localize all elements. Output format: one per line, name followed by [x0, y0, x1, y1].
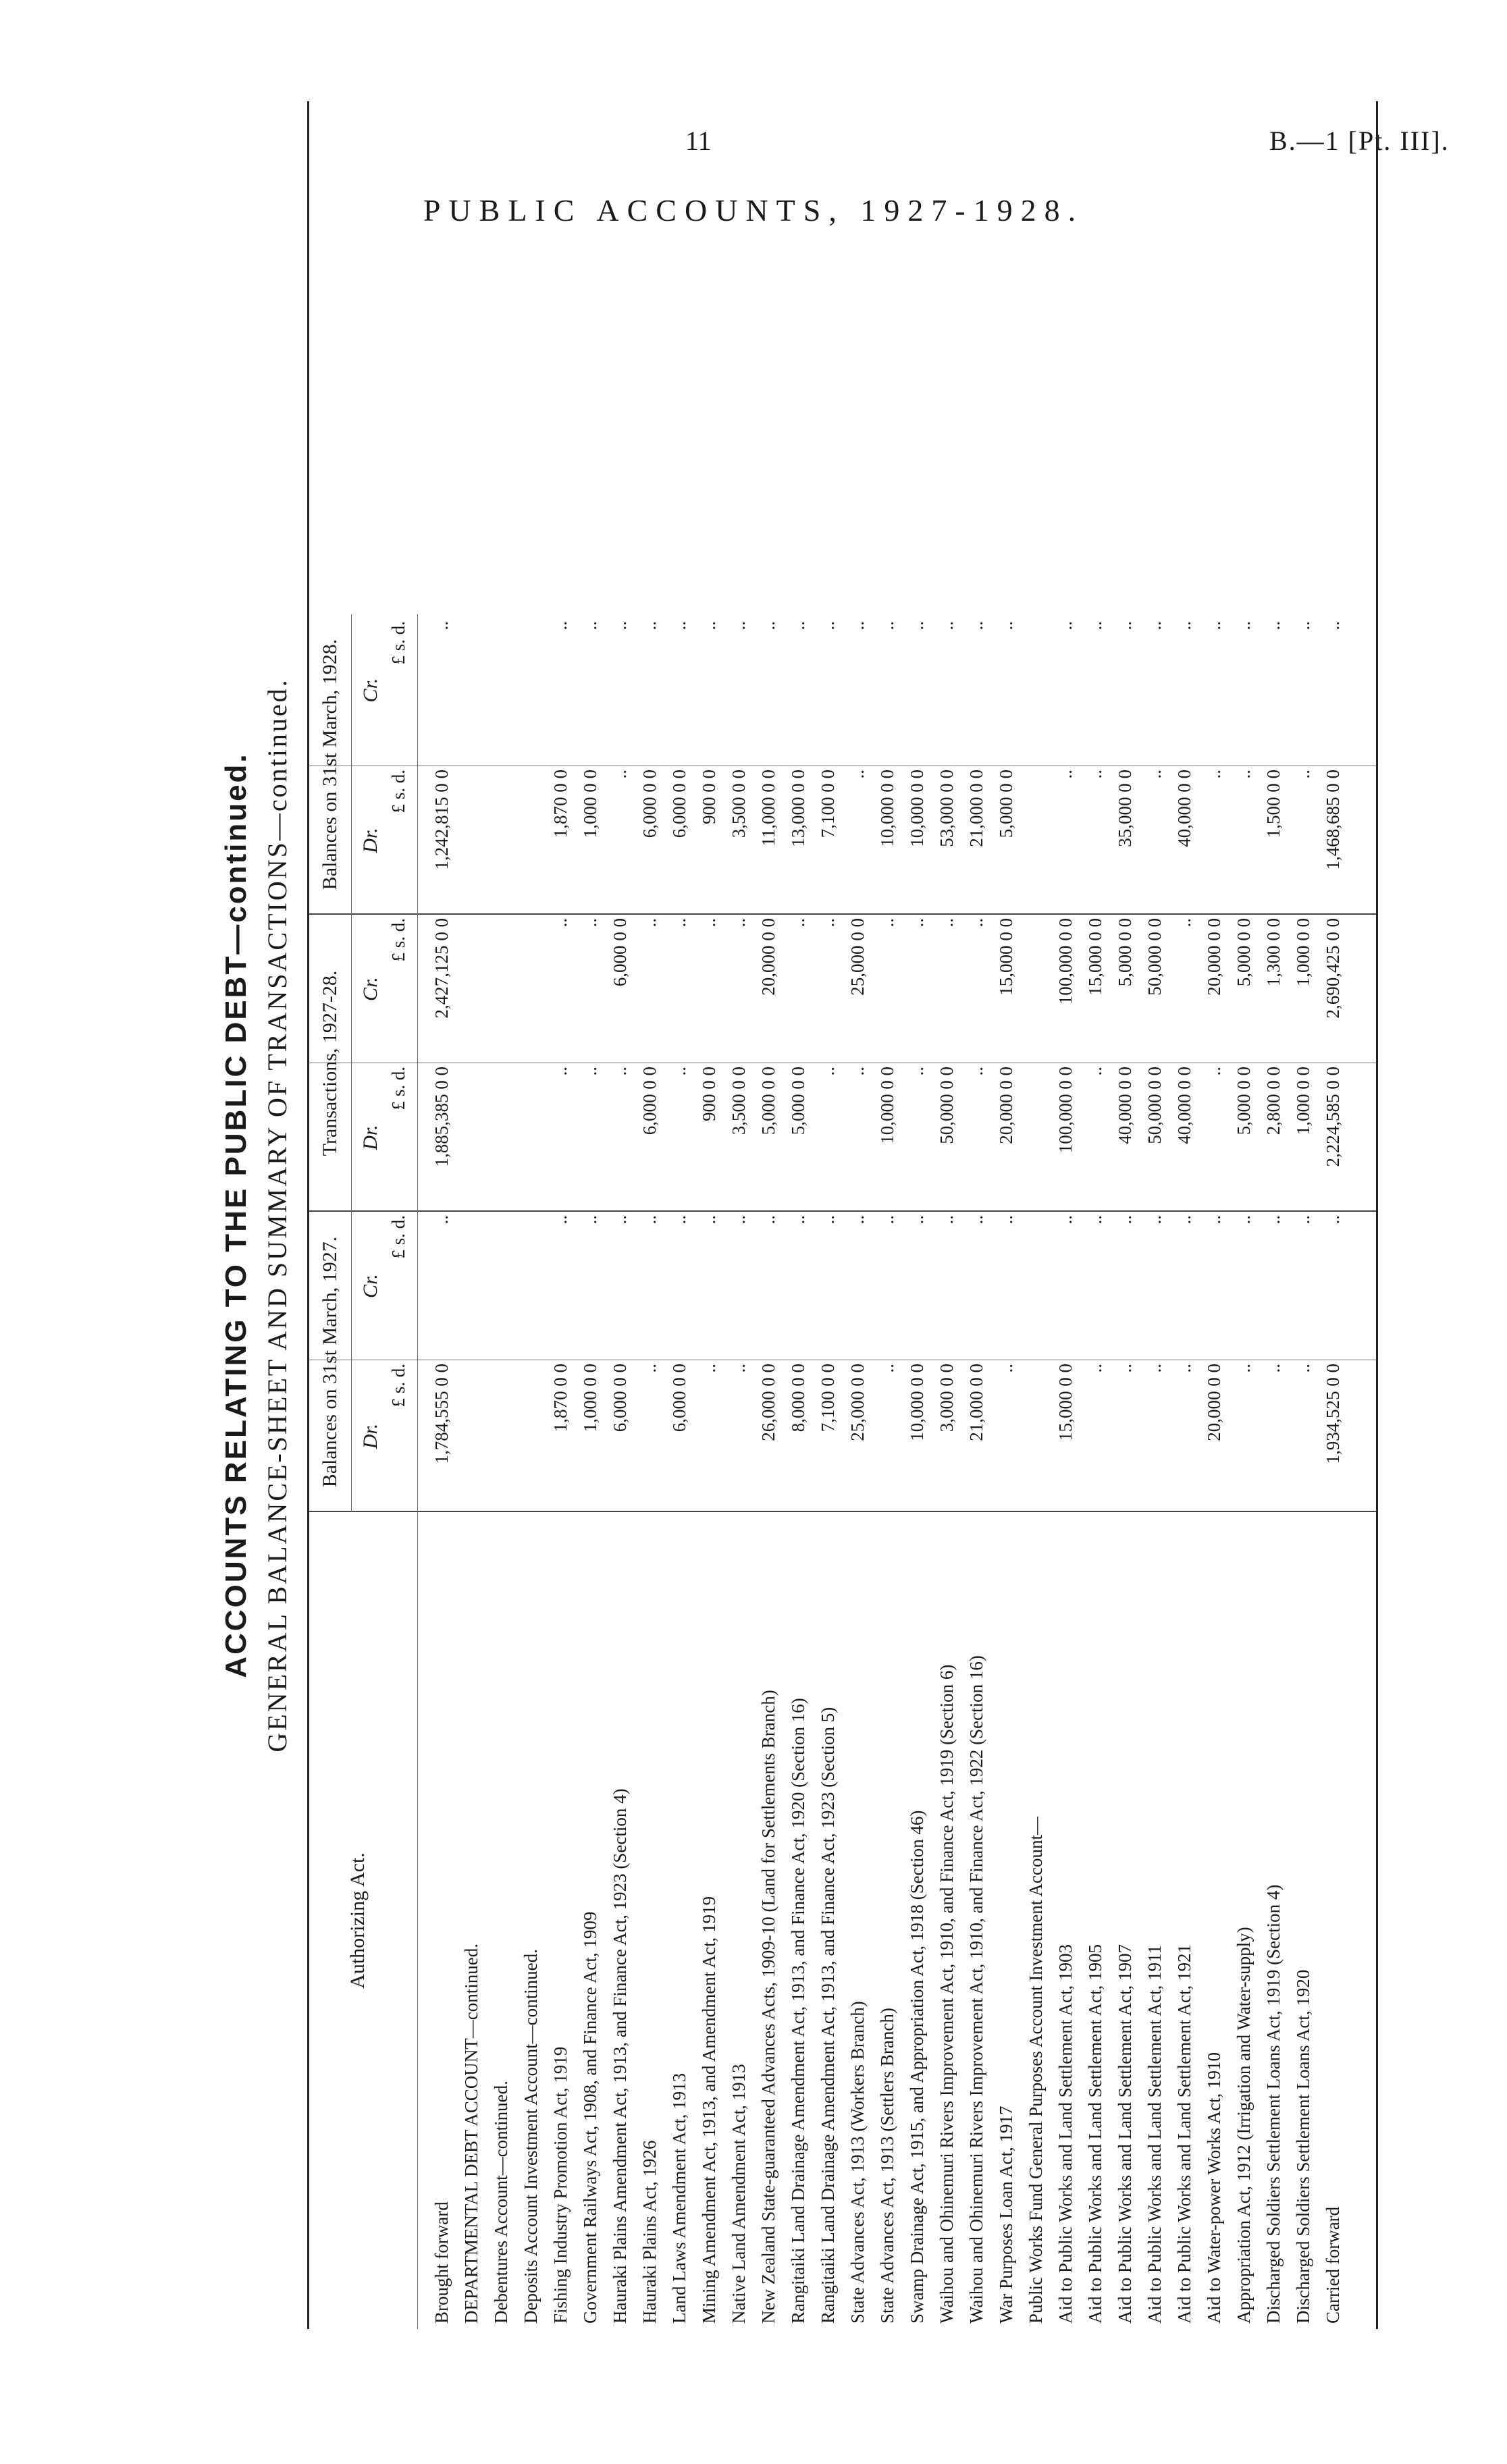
- table-row-label: Discharged Soldiers Settlement Loans Act, 1920: [1293, 1969, 1313, 2324]
- table-cell-cr1: ..: [1263, 1215, 1284, 1225]
- table-cell-cr2: 20,000 0 0: [758, 918, 778, 996]
- table-cell-dr1: 1,000 0 0: [580, 1364, 600, 1432]
- table-cell-cr1: ..: [877, 1215, 897, 1225]
- table-cell-dr1: 1,870 0 0: [550, 1364, 571, 1432]
- table-cell-cr1: ..: [818, 1215, 838, 1225]
- table-cell-cr1: ..: [550, 1215, 571, 1225]
- table-row-label: Aid to Public Works and Land Settlement Act, 1921: [1174, 1944, 1194, 2324]
- table-cell-dr2: 5,000 0 0: [788, 1067, 808, 1135]
- table-row-label: DEPARTMENTAL DEBT ACCOUNT—continued.: [461, 1944, 481, 2324]
- table-cell-cr1: ..: [580, 1215, 600, 1225]
- table-cell-cr3: ..: [877, 621, 897, 631]
- table-cell-cr3: ..: [996, 621, 1016, 631]
- table-cell-dr2: ..: [907, 1067, 927, 1076]
- table-cell-cr1: ..: [996, 1215, 1016, 1225]
- table-cell-cr2: 6,000 0 0: [610, 918, 630, 987]
- table-cell-cr3: ..: [610, 621, 630, 631]
- table-cell-cr3: ..: [1174, 621, 1194, 631]
- table-cell-dr3: 6,000 0 0: [669, 770, 689, 838]
- table-cell-dr3: 5,000 0 0: [996, 770, 1016, 838]
- table-row-label: State Advances Act, 1913 (Settlers Branch): [877, 2008, 897, 2324]
- units-dr-transactions: £ s. d.: [388, 1067, 408, 1110]
- table-cell-dr3: 40,000 0 0: [1174, 770, 1194, 847]
- table-cell-cr1: ..: [788, 1215, 808, 1225]
- table-cell-cr2: ..: [729, 918, 749, 928]
- table-cell-cr2: ..: [669, 918, 689, 928]
- table-cell-cr2: 20,000 0 0: [1204, 918, 1224, 996]
- table-cell-dr1: 6,000 0 0: [669, 1364, 689, 1432]
- document-reference: B.—1 [Pt. III].: [1269, 126, 1450, 156]
- table-cell-cr3: ..: [1323, 621, 1343, 631]
- table-cell-cr1: ..: [1174, 1215, 1194, 1225]
- table-cell-dr1: ..: [699, 1364, 719, 1373]
- page-number: 11: [685, 126, 712, 156]
- table-cell-cr1: ..: [1323, 1215, 1343, 1225]
- table-cell-dr2: ..: [610, 1067, 630, 1076]
- table-row-label: Aid to Public Works and Land Settlement Act, 1903: [1055, 1944, 1076, 2324]
- table-cell-dr1: 15,000 0 0: [1055, 1364, 1076, 1441]
- table-cell-cr3: ..: [966, 621, 986, 631]
- table-cell-cr1: ..: [431, 1215, 452, 1225]
- table-cell-cr1: ..: [907, 1215, 927, 1225]
- table-row-label: Fishing Industry Promotion Act, 1919: [550, 2046, 571, 2324]
- table-row-label: Public Works Fund General Purposes Account Investment Account—: [1026, 1817, 1046, 2324]
- table-cell-dr1: ..: [639, 1364, 660, 1373]
- table-cell-dr1: 26,000 0 0: [758, 1364, 778, 1441]
- table-row-label: Carried forward: [1323, 2206, 1343, 2324]
- table-cell-cr3: ..: [1263, 621, 1284, 631]
- table-cell-dr1: 8,000 0 0: [788, 1364, 808, 1432]
- table-cell-cr3: ..: [1115, 621, 1135, 631]
- table-cell-cr2: 50,000 0 0: [1144, 918, 1165, 996]
- table-cell-cr3: ..: [699, 621, 719, 631]
- table-cell-cr1: ..: [669, 1215, 689, 1225]
- table-cell-dr2: ..: [1085, 1067, 1105, 1076]
- table-cell-dr3: ..: [1234, 770, 1254, 779]
- table-cell-dr2: ..: [1204, 1067, 1224, 1076]
- units-dr-1928: £ s. d.: [388, 770, 408, 813]
- table-cell-cr1: ..: [1055, 1215, 1076, 1225]
- table-cell-dr3: 1,242,815 0 0: [431, 770, 452, 870]
- table-cell-dr1: ..: [1174, 1364, 1194, 1373]
- table-cell-dr2: 50,000 0 0: [936, 1067, 957, 1144]
- table-cell-dr1: ..: [877, 1364, 897, 1373]
- table-row-label: War Purposes Loan Act, 1917: [996, 2106, 1016, 2324]
- table-cell-dr3: 1,500 0 0: [1263, 770, 1284, 838]
- table-cell-dr1: ..: [1085, 1364, 1105, 1373]
- table-cell-dr3: 10,000 0 0: [877, 770, 897, 847]
- table-row-label: Brought forward: [431, 2201, 452, 2324]
- publication-title: PUBLIC ACCOUNTS, 1927-1928.: [423, 193, 1084, 227]
- table-cell-dr3: ..: [1085, 770, 1105, 779]
- table-cell-cr2: 15,000 0 0: [1085, 918, 1105, 996]
- table-subtitle: GENERAL BALANCE-SHEET AND SUMMARY OF TRANSACTIONS—continued.: [262, 678, 292, 1752]
- header-authorizing-act: Authorizing Act.: [346, 1852, 369, 1989]
- table-cell-dr3: 6,000 0 0: [639, 770, 660, 838]
- table-cell-dr1: 1,784,555 0 0: [431, 1364, 452, 1464]
- table-cell-dr1: ..: [1144, 1364, 1165, 1373]
- table-cell-cr2: 1,000 0 0: [1293, 918, 1313, 987]
- table-cell-cr2: ..: [639, 918, 660, 928]
- header-cr-1928: Cr.: [359, 678, 381, 703]
- table-row-label: Appropriation Act, 1912 (Irrigation and Water-supply): [1234, 1927, 1254, 2324]
- table-cell-cr3: ..: [639, 621, 660, 631]
- table-cell-dr1: 10,000 0 0: [907, 1364, 927, 1441]
- table-cell-dr3: 13,000 0 0: [788, 770, 808, 847]
- table-cell-cr2: ..: [818, 918, 838, 928]
- header-dr-transactions: Dr.: [359, 1125, 381, 1150]
- table-row-label: State Advances Act, 1913 (Workers Branch): [847, 2001, 868, 2324]
- table-row-label: Hauraki Plains Amendment Act, 1913, and Finance Act, 1923 (Section 4): [610, 1788, 630, 2324]
- table-cell-cr1: ..: [1085, 1215, 1105, 1225]
- table-cell-cr1: ..: [847, 1215, 868, 1225]
- table-cell-dr3: 21,000 0 0: [966, 770, 986, 847]
- table-row-label: Government Railways Act, 1908, and Finance Act, 1909: [580, 1911, 600, 2324]
- table-cell-dr2: 5,000 0 0: [1234, 1067, 1254, 1135]
- table-row-label: Waihou and Ohinemuri Rivers Improvement Act, 1910, and Finance Act, 1922 (Section 16): [966, 1655, 986, 2324]
- table-cell-cr3: ..: [1085, 621, 1105, 631]
- table-cell-dr2: 20,000 0 0: [996, 1067, 1016, 1144]
- table-cell-cr1: ..: [1234, 1215, 1254, 1225]
- table-cell-dr1: 25,000 0 0: [847, 1364, 868, 1441]
- table-cell-cr2: ..: [966, 918, 986, 928]
- table-cell-cr3: ..: [580, 621, 600, 631]
- table-cell-dr3: 11,000 0 0: [758, 770, 778, 847]
- table-cell-cr2: ..: [936, 918, 957, 928]
- table-cell-cr3: ..: [431, 621, 452, 631]
- table-cell-cr1: ..: [936, 1215, 957, 1225]
- table-cell-cr1: ..: [1204, 1215, 1224, 1225]
- table-cell-dr3: ..: [610, 770, 630, 779]
- table-cell-cr3: ..: [788, 621, 808, 631]
- table-cell-cr1: ..: [610, 1215, 630, 1225]
- table-cell-dr3: 53,000 0 0: [936, 770, 957, 847]
- table-title: ACCOUNTS RELATING TO THE PUBLIC DEBT—continued.: [219, 752, 253, 1678]
- table-cell-cr1: ..: [1115, 1215, 1135, 1225]
- table-cell-cr2: 2,427,125 0 0: [431, 918, 452, 1019]
- table-cell-cr2: ..: [907, 918, 927, 928]
- table-cell-dr3: 1,000 0 0: [580, 770, 600, 838]
- table-cell-dr3: 1,468,685 0 0: [1323, 770, 1343, 870]
- table-cell-cr1: ..: [639, 1215, 660, 1225]
- table-cell-cr2: 100,000 0 0: [1055, 918, 1076, 1005]
- table-cell-cr1: ..: [1293, 1215, 1313, 1225]
- table-row-label: Aid to Public Works and Land Settlement Act, 1911: [1144, 1944, 1165, 2324]
- table-cell-dr2: 40,000 0 0: [1115, 1067, 1135, 1144]
- table-cell-dr2: 50,000 0 0: [1144, 1067, 1165, 1144]
- table-cell-dr1: ..: [1293, 1364, 1313, 1373]
- header-dr-1928: Dr.: [359, 828, 381, 853]
- table-cell-dr2: ..: [966, 1067, 986, 1076]
- table-cell-dr1: 20,000 0 0: [1204, 1364, 1224, 1441]
- table-row-label: Aid to Public Works and Land Settlement Act, 1907: [1115, 1944, 1135, 2324]
- table-cell-dr2: 2,224,585 0 0: [1323, 1067, 1343, 1167]
- table-cell-dr2: 900 0 0: [699, 1067, 719, 1121]
- table-cell-cr2: 25,000 0 0: [847, 918, 868, 996]
- table-cell-cr2: ..: [877, 918, 897, 928]
- table-cell-cr2: 1,300 0 0: [1263, 918, 1284, 987]
- table-cell-cr1: ..: [966, 1215, 986, 1225]
- table-cell-cr2: 5,000 0 0: [1115, 918, 1135, 987]
- table-cell-dr2: 10,000 0 0: [877, 1067, 897, 1144]
- header-dr-1927: Dr.: [359, 1423, 381, 1449]
- table-row-label: Swamp Drainage Act, 1915, and Appropriation Act, 1918 (Section 46): [907, 1810, 927, 2324]
- table-cell-dr3: ..: [1293, 770, 1313, 779]
- table-cell-dr2: 40,000 0 0: [1174, 1067, 1194, 1144]
- table-row-label: Discharged Soldiers Settlement Loans Act, 1919 (Section 4): [1263, 1884, 1284, 2324]
- table-row-label: Mining Amendment Act, 1913, and Amendment Act, 1919: [699, 1896, 719, 2324]
- table-cell-cr3: ..: [729, 621, 749, 631]
- header-cr-1927: Cr.: [359, 1274, 381, 1298]
- table-cell-dr3: 1,870 0 0: [550, 770, 571, 838]
- table-cell-dr1: ..: [1234, 1364, 1254, 1373]
- table-cell-cr1: ..: [758, 1215, 778, 1225]
- table-cell-dr1: 1,934,525 0 0: [1323, 1364, 1343, 1464]
- table-row-label: Aid to Water-power Works Act, 1910: [1204, 2052, 1224, 2324]
- units-cr-1927: £ s. d.: [388, 1215, 408, 1259]
- table-cell-dr1: 21,000 0 0: [966, 1364, 986, 1441]
- table-cell-dr2: 5,000 0 0: [758, 1067, 778, 1135]
- table-row-label: New Zealand State-guaranteed Advances Acts, 1909-10 (Land for Settlements Branch): [758, 1690, 778, 2324]
- table-cell-cr2: ..: [550, 918, 571, 928]
- header-balances-1928: Balances on 31st March, 1928.: [319, 639, 341, 890]
- table-cell-cr1: ..: [699, 1215, 719, 1225]
- balance-sheet-table: [307, 101, 1378, 2329]
- table-cell-dr2: 2,800 0 0: [1263, 1067, 1284, 1135]
- table-cell-dr3: ..: [1204, 770, 1224, 779]
- table-cell-dr2: 1,000 0 0: [1293, 1067, 1313, 1135]
- table-cell-dr1: 7,100 0 0: [818, 1364, 838, 1432]
- table-row-label: Waihou and Ohinemuri Rivers Improvement Act, 1910, and Finance Act, 1919 (Section 6): [936, 1664, 957, 2324]
- table-cell-dr3: 900 0 0: [699, 770, 719, 824]
- units-cr-1928: £ s. d.: [388, 621, 408, 665]
- table-cell-dr2: ..: [847, 1067, 868, 1076]
- table-cell-cr3: ..: [550, 621, 571, 631]
- table-row-label: Native Land Amendment Act, 1913: [729, 2064, 749, 2324]
- units-cr-transactions: £ s. d.: [388, 918, 408, 962]
- table-row-label: Aid to Public Works and Land Settlement Act, 1905: [1085, 1944, 1105, 2324]
- table-cell-cr3: ..: [1204, 621, 1224, 631]
- table-row-label: Hauraki Plains Act, 1926: [639, 2140, 660, 2324]
- table-cell-dr1: 3,000 0 0: [936, 1364, 957, 1432]
- table-cell-dr3: 3,500 0 0: [729, 770, 749, 838]
- table-cell-dr2: ..: [669, 1067, 689, 1076]
- table-cell-cr1: ..: [1144, 1215, 1165, 1225]
- rotated-table-region: [219, 101, 1367, 2329]
- header-balances-1927: Balances on 31st March, 1927.: [319, 1236, 341, 1488]
- table-cell-dr1: ..: [996, 1364, 1016, 1373]
- table-cell-dr3: 35,000 0 0: [1115, 770, 1135, 847]
- table-cell-cr2: ..: [699, 918, 719, 928]
- table-cell-cr2: ..: [580, 918, 600, 928]
- table-row-label: Deposits Account Investment Account—continued.: [521, 1949, 541, 2324]
- table-cell-cr2: ..: [788, 918, 808, 928]
- table-cell-dr2: 100,000 0 0: [1055, 1067, 1076, 1154]
- table-cell-dr2: 6,000 0 0: [639, 1067, 660, 1135]
- table-cell-dr2: ..: [550, 1067, 571, 1076]
- table-cell-cr3: ..: [818, 621, 838, 631]
- header-cr-transactions: Cr.: [359, 977, 381, 1001]
- table-cell-cr3: ..: [1234, 621, 1254, 631]
- units-dr-1927: £ s. d.: [388, 1364, 408, 1408]
- table-cell-cr3: ..: [907, 621, 927, 631]
- table-cell-cr3: ..: [669, 621, 689, 631]
- table-cell-cr3: ..: [936, 621, 957, 631]
- table-cell-cr3: ..: [1293, 621, 1313, 631]
- table-cell-dr3: ..: [1055, 770, 1076, 779]
- table-cell-cr3: ..: [1144, 621, 1165, 631]
- table-cell-dr2: ..: [580, 1067, 600, 1076]
- table-cell-dr1: ..: [1115, 1364, 1135, 1373]
- table-cell-cr1: ..: [729, 1215, 749, 1225]
- table-cell-dr2: ..: [818, 1067, 838, 1076]
- table-cell-cr2: ..: [1174, 918, 1194, 928]
- table-cell-dr2: 3,500 0 0: [729, 1067, 749, 1135]
- table-row-label: Land Laws Amendment Act, 1913: [669, 2072, 689, 2324]
- table-cell-dr2: 1,885,385 0 0: [431, 1067, 452, 1167]
- table-cell-dr1: ..: [729, 1364, 749, 1373]
- table-cell-dr3: 10,000 0 0: [907, 770, 927, 847]
- table-cell-cr2: 2,690,425 0 0: [1323, 918, 1343, 1019]
- table-cell-dr3: 7,100 0 0: [818, 770, 838, 838]
- table-row-label: Rangitaiki Land Drainage Amendment Act, 1913, and Finance Act, 1920 (Section 16): [788, 1698, 808, 2324]
- header-transactions: Transactions, 1927-28.: [319, 970, 341, 1156]
- table-cell-cr2: 5,000 0 0: [1234, 918, 1254, 987]
- table-cell-cr3: ..: [758, 621, 778, 631]
- table-cell-cr3: ..: [1055, 621, 1076, 631]
- table-cell-dr1: ..: [1263, 1364, 1284, 1373]
- table-cell-dr3: ..: [1144, 770, 1165, 779]
- table-cell-cr3: ..: [847, 621, 868, 631]
- table-cell-dr3: ..: [847, 770, 868, 779]
- table-row-label: Debentures Account—continued.: [491, 2081, 511, 2324]
- table-cell-cr2: 15,000 0 0: [996, 918, 1016, 996]
- table-row-label: Rangitaiki Land Drainage Amendment Act, 1913, and Finance Act, 1923 (Section 5): [818, 1707, 838, 2324]
- table-cell-dr1: 6,000 0 0: [610, 1364, 630, 1432]
